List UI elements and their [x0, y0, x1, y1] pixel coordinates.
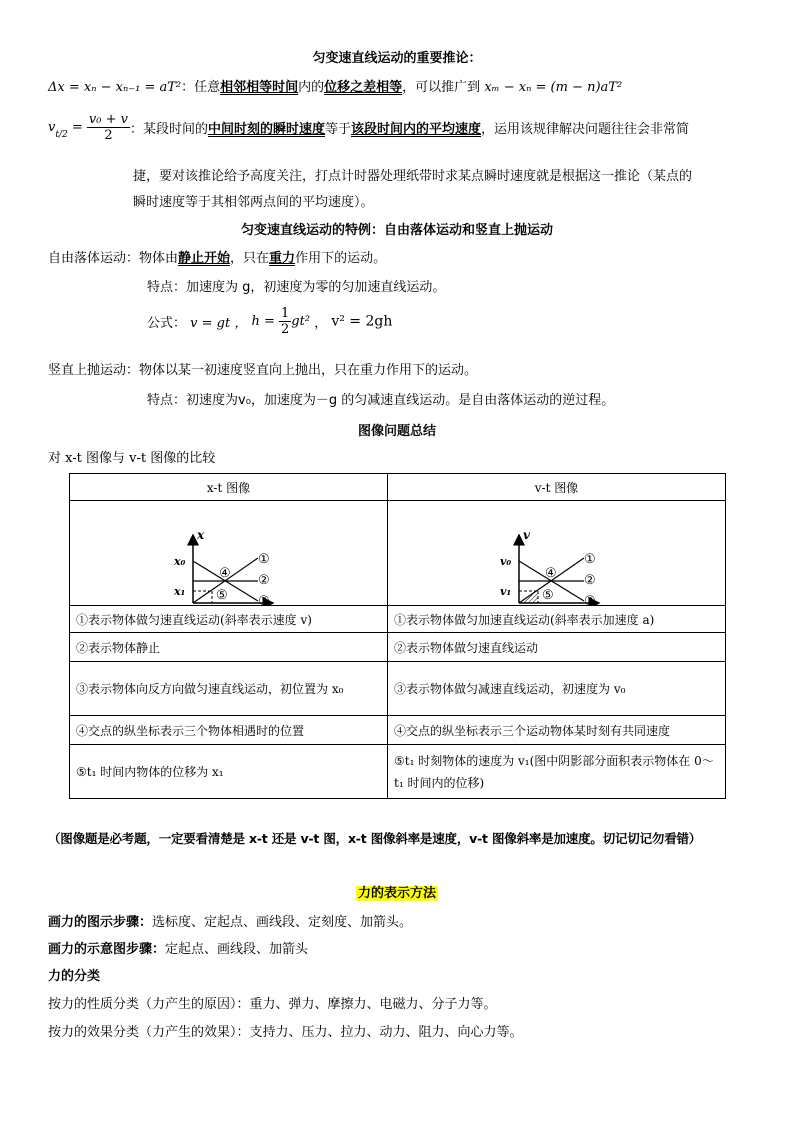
section-title-special-cases: 匀变速直线运动的特例：自由落体运动和竖直上抛运动 [240, 223, 553, 238]
force-by-nature: 按力的性质分类（力产生的原因）：重力、弹力、摩擦力、电磁力、分子力等。 [48, 997, 497, 1012]
vt-graph-cell [388, 501, 726, 606]
text: ，只在 [230, 251, 270, 266]
exam-warning: （图像题是必考题，一定要看清楚是 x-t 还是 v-t 图，x-t 图像斜率是速度，v-t 图像斜率是加速度。切记切记勿看错） [48, 831, 702, 846]
y1-label: v₁ [500, 585, 512, 598]
comma: ， [310, 316, 332, 331]
force-sketch-steps [48, 938, 308, 957]
xt-graph-cell [70, 501, 388, 606]
formula-h-prefix: h = [251, 314, 280, 329]
y-axis-label: x [197, 528, 205, 542]
vt-graph [388, 501, 726, 605]
table-cell: ②表示物体做匀速直线运动 [388, 633, 726, 662]
steps: 选标度、定起点、画线段、定刻度、加箭头。 [152, 915, 413, 930]
force-diagram-steps [48, 911, 412, 930]
formula-v2-2gh: v² = 2gh [331, 313, 393, 330]
emphasis: 位移之差相等 [324, 80, 403, 95]
section-title-graphs: 图像问题总结 [357, 424, 436, 439]
table-cell: ③表示物体向反方向做匀速直线运动，初位置为 x₀ [70, 662, 388, 716]
text: 等于 [325, 122, 352, 137]
y0-label: v₀ [500, 555, 512, 568]
delta-x-formula: Δx = xₙ − xₙ₋₁ = aT² [48, 80, 182, 95]
table-cell: ①表示物体做匀加速直线运动(斜率表示加速度 a) [388, 606, 726, 633]
label-4: ④ [545, 566, 557, 581]
paragraph-line: 瞬时速度等于其相邻两点间的平均速度）。 [133, 195, 374, 210]
vt-half-symbol [48, 120, 68, 140]
table-cell: ④交点的纵坐标表示三个运动物体某时刻有共同速度 [388, 716, 726, 745]
emphasis: 中间时刻的瞬时速度 [208, 122, 326, 137]
text: ：某段时间的 [129, 122, 208, 137]
highlighted-title: 力的表示方法 [357, 886, 436, 901]
force-by-effect: 按力的效果分类（力产生的效果）：支持力、压力、拉力、动力、阻力、向心力等。 [48, 1025, 523, 1040]
label-1: ① [258, 552, 270, 567]
midtime-velocity-line [48, 112, 689, 143]
label-3: ③ [584, 594, 596, 605]
paragraph-line: 捷，要对该推论给予高度关注，打点计时器处理纸带时求某点瞬时速度就是根据这一推论（某点的 [133, 169, 693, 184]
vt-denominator: 2 [104, 128, 113, 143]
emphasis: 相邻相等时间 [220, 80, 299, 95]
formula-h-suffix: gt² [291, 314, 311, 329]
freefall-definition [48, 247, 386, 266]
half-fraction [279, 306, 291, 337]
section-title-inference: 匀变速直线运动的重要推论： [312, 51, 482, 66]
text: 作用下的运动。 [295, 251, 387, 266]
delta-x-line [48, 76, 622, 100]
formula-v-gt: v = gt ， [190, 316, 248, 331]
table-cell: ④交点的纵坐标表示三个物体相遇时的位置 [70, 716, 388, 745]
label-1: ① [584, 552, 596, 567]
table-cell: ③表示物体做匀减速直线运动，初速度为 v₀ [388, 662, 726, 716]
section-title-force [0, 882, 794, 901]
graph-comparison-table [69, 473, 726, 799]
fraction-denominator: 2 [281, 322, 290, 337]
label-3: ③ [258, 594, 270, 605]
vt-lhs: v [48, 120, 56, 135]
emphasis: 该段时间内的平均速度 [351, 122, 482, 137]
xt-graph [70, 501, 388, 605]
vt-fraction [87, 112, 130, 143]
label: 画力的示意图步骤： [48, 942, 166, 957]
formula-label: 公式： [147, 316, 187, 331]
freefall-formulas [147, 306, 392, 337]
text: ：任意 [181, 80, 221, 95]
header-vt: v-t 图像 [388, 474, 726, 501]
label: 画力的图示步骤： [48, 915, 153, 930]
y0-label: x₀ [174, 555, 186, 568]
y-axis-label: v [523, 528, 530, 542]
table-cell: ②表示物体静止 [70, 633, 388, 662]
header-xt: x-t 图像 [70, 474, 388, 501]
label-2: ② [258, 573, 270, 588]
label-5: ⑤ [216, 588, 228, 603]
compare-intro: 对 x-t 图像与 v-t 图像的比较 [48, 451, 216, 466]
equals: = [71, 120, 83, 135]
freefall-feature: 特点：加速度为 g，初速度为零的匀加速直线运动。 [147, 280, 446, 295]
emphasis: 重力 [269, 251, 296, 266]
table-cell: ⑤t₁ 时刻物体的速度为 v₁(图中阴影部分面积表示物体在 0～t₁ 时间内的位移) [388, 745, 726, 799]
upthrow-definition: 竖直上抛运动：物体以某一初速度竖直向上抛出，只在重力作用下的运动。 [48, 363, 478, 378]
table-cell: ①表示物体做匀速直线运动(斜率表示速度 v) [70, 606, 388, 633]
text: 内的 [298, 80, 325, 95]
steps: 定起点、画线段、加箭头 [165, 942, 309, 957]
label-2: ② [584, 573, 596, 588]
vt-numerator: v₀ + v [88, 112, 128, 127]
emphasis: 静止开始 [178, 251, 231, 266]
generalized-formula: xₘ − xₙ = (m − n)aT² [484, 80, 623, 95]
table-cell: ⑤t₁ 时间内物体的位移为 x₁ [70, 745, 388, 799]
text: ，运用该规律解决问题往往会非常简 [481, 122, 690, 137]
upthrow-feature: 特点：初速度为v₀，加速度为－g 的匀减速直线运动。是自由落体运动的逆过程。 [147, 393, 615, 408]
text: ，可以推广到 [402, 80, 485, 95]
vt-sub: t/2 [55, 130, 68, 140]
fraction-numerator: 1 [281, 306, 290, 321]
text: 自由落体运动：物体由 [48, 251, 179, 266]
label-5: ⑤ [542, 588, 554, 603]
force-classification-title: 力的分类 [48, 969, 101, 984]
y1-label: x₁ [174, 585, 186, 598]
label-4: ④ [219, 566, 231, 581]
